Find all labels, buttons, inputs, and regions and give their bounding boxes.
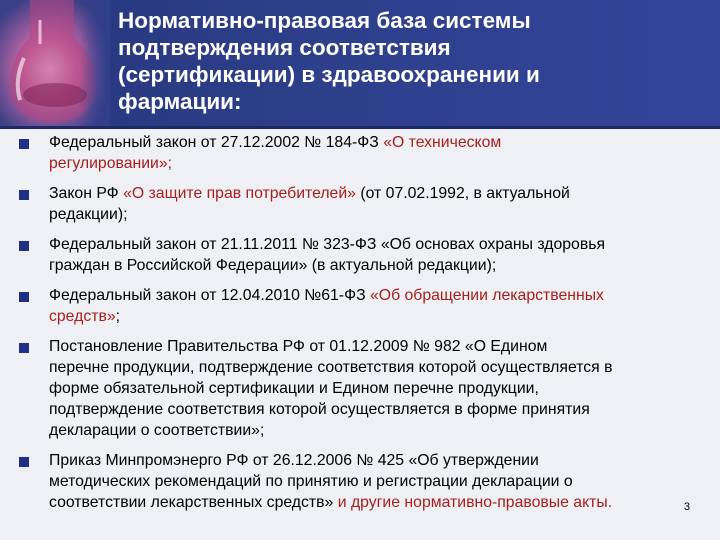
bullet-item-consumer-protection (0, 183, 720, 225)
bullet-line (49, 204, 706, 225)
bullet-line (49, 378, 706, 399)
bullet-text: декларации о соответствии»; (49, 422, 265, 439)
square-bullet-icon (19, 292, 29, 302)
bullet-line (49, 336, 706, 357)
highlighted-text: и другие нормативно-правовые акты. (337, 494, 613, 511)
bullet-line (49, 255, 706, 276)
title-line: (сертификации) в здравоохранении и (118, 62, 540, 87)
slide-title (118, 7, 698, 115)
bullet-line (49, 285, 706, 306)
bullet-text: граждан в Российской Федерации» (в актуальной редакции); (49, 257, 497, 274)
bullet-line (49, 471, 706, 492)
highlighted-text: регулировании»; (49, 155, 173, 172)
title-line: подтверждения соответствия (118, 35, 451, 60)
square-bullet-icon (19, 457, 29, 467)
bullet-text: форме обязательной сертификации и Едином перечне продукции, (49, 380, 539, 397)
bullet-line (49, 234, 706, 255)
bullet-item-law-184fz (0, 132, 720, 174)
header-divider (0, 126, 720, 129)
bullet-line (49, 420, 706, 441)
bullet-item-order-425 (0, 450, 720, 513)
bullet-text: Постановление Правительства РФ от 01.12.2009 № 982 «О Едином (49, 338, 548, 355)
bullet-text: Закон РФ (49, 185, 124, 202)
bullet-line (49, 132, 706, 153)
bullet-text: Федеральный закон от 21.11.2011 № 323-ФЗ «Об основах охраны здоровья (49, 236, 606, 253)
highlighted-text: средств» (49, 308, 116, 325)
slide-body (0, 132, 720, 522)
bullet-line (49, 306, 706, 327)
bullet-line (49, 450, 706, 471)
bullet-line (49, 399, 706, 420)
bullet-item-resolution-982 (0, 336, 720, 441)
bullet-line (49, 183, 706, 204)
bullet-item-law-323fz (0, 234, 720, 276)
title-line: Нормативно-правовая база системы (118, 8, 531, 33)
bullet-line (49, 153, 706, 174)
bullet-line (49, 357, 706, 378)
square-bullet-icon (19, 241, 29, 251)
highlighted-text: «О техническом (383, 134, 502, 151)
page-number: 3 (683, 501, 690, 513)
bullet-item-law-61fz (0, 285, 720, 327)
bullet-text: перечне продукции, подтверждение соответствия которой осуществляется в (49, 359, 613, 376)
bullet-text: ; (115, 308, 121, 325)
lab-flask-image (0, 0, 110, 126)
bullet-text: (от 07.02.1992, в актуальной (355, 185, 570, 202)
bullet-text: редакции); (49, 206, 128, 223)
bullet-text: Федеральный закон от 12.04.2010 №61-ФЗ (49, 287, 371, 304)
bullet-text: методических рекомендаций по принятию и регистрации декларации о (49, 473, 573, 490)
bullet-text: соответствии лекарственных средств» (49, 494, 338, 511)
highlighted-text: «О защите прав потребителей» (123, 185, 356, 202)
bullet-text: Приказ Минпромэнерго РФ от 26.12.2006 № 425 «Об утверждении (49, 452, 539, 469)
highlighted-text: «Об обращении лекарственных (370, 287, 604, 304)
title-line: фармации: (118, 89, 242, 114)
bullet-list (0, 132, 720, 513)
square-bullet-icon (19, 190, 29, 200)
bullet-line (49, 492, 706, 513)
square-bullet-icon (19, 343, 29, 353)
slide-header (0, 0, 720, 126)
square-bullet-icon (19, 139, 29, 149)
bullet-text: Федеральный закон от 27.12.2002 № 184-ФЗ (49, 134, 384, 151)
bullet-text: подтверждение соответствия которой осуществляется в форме принятия (49, 401, 590, 418)
